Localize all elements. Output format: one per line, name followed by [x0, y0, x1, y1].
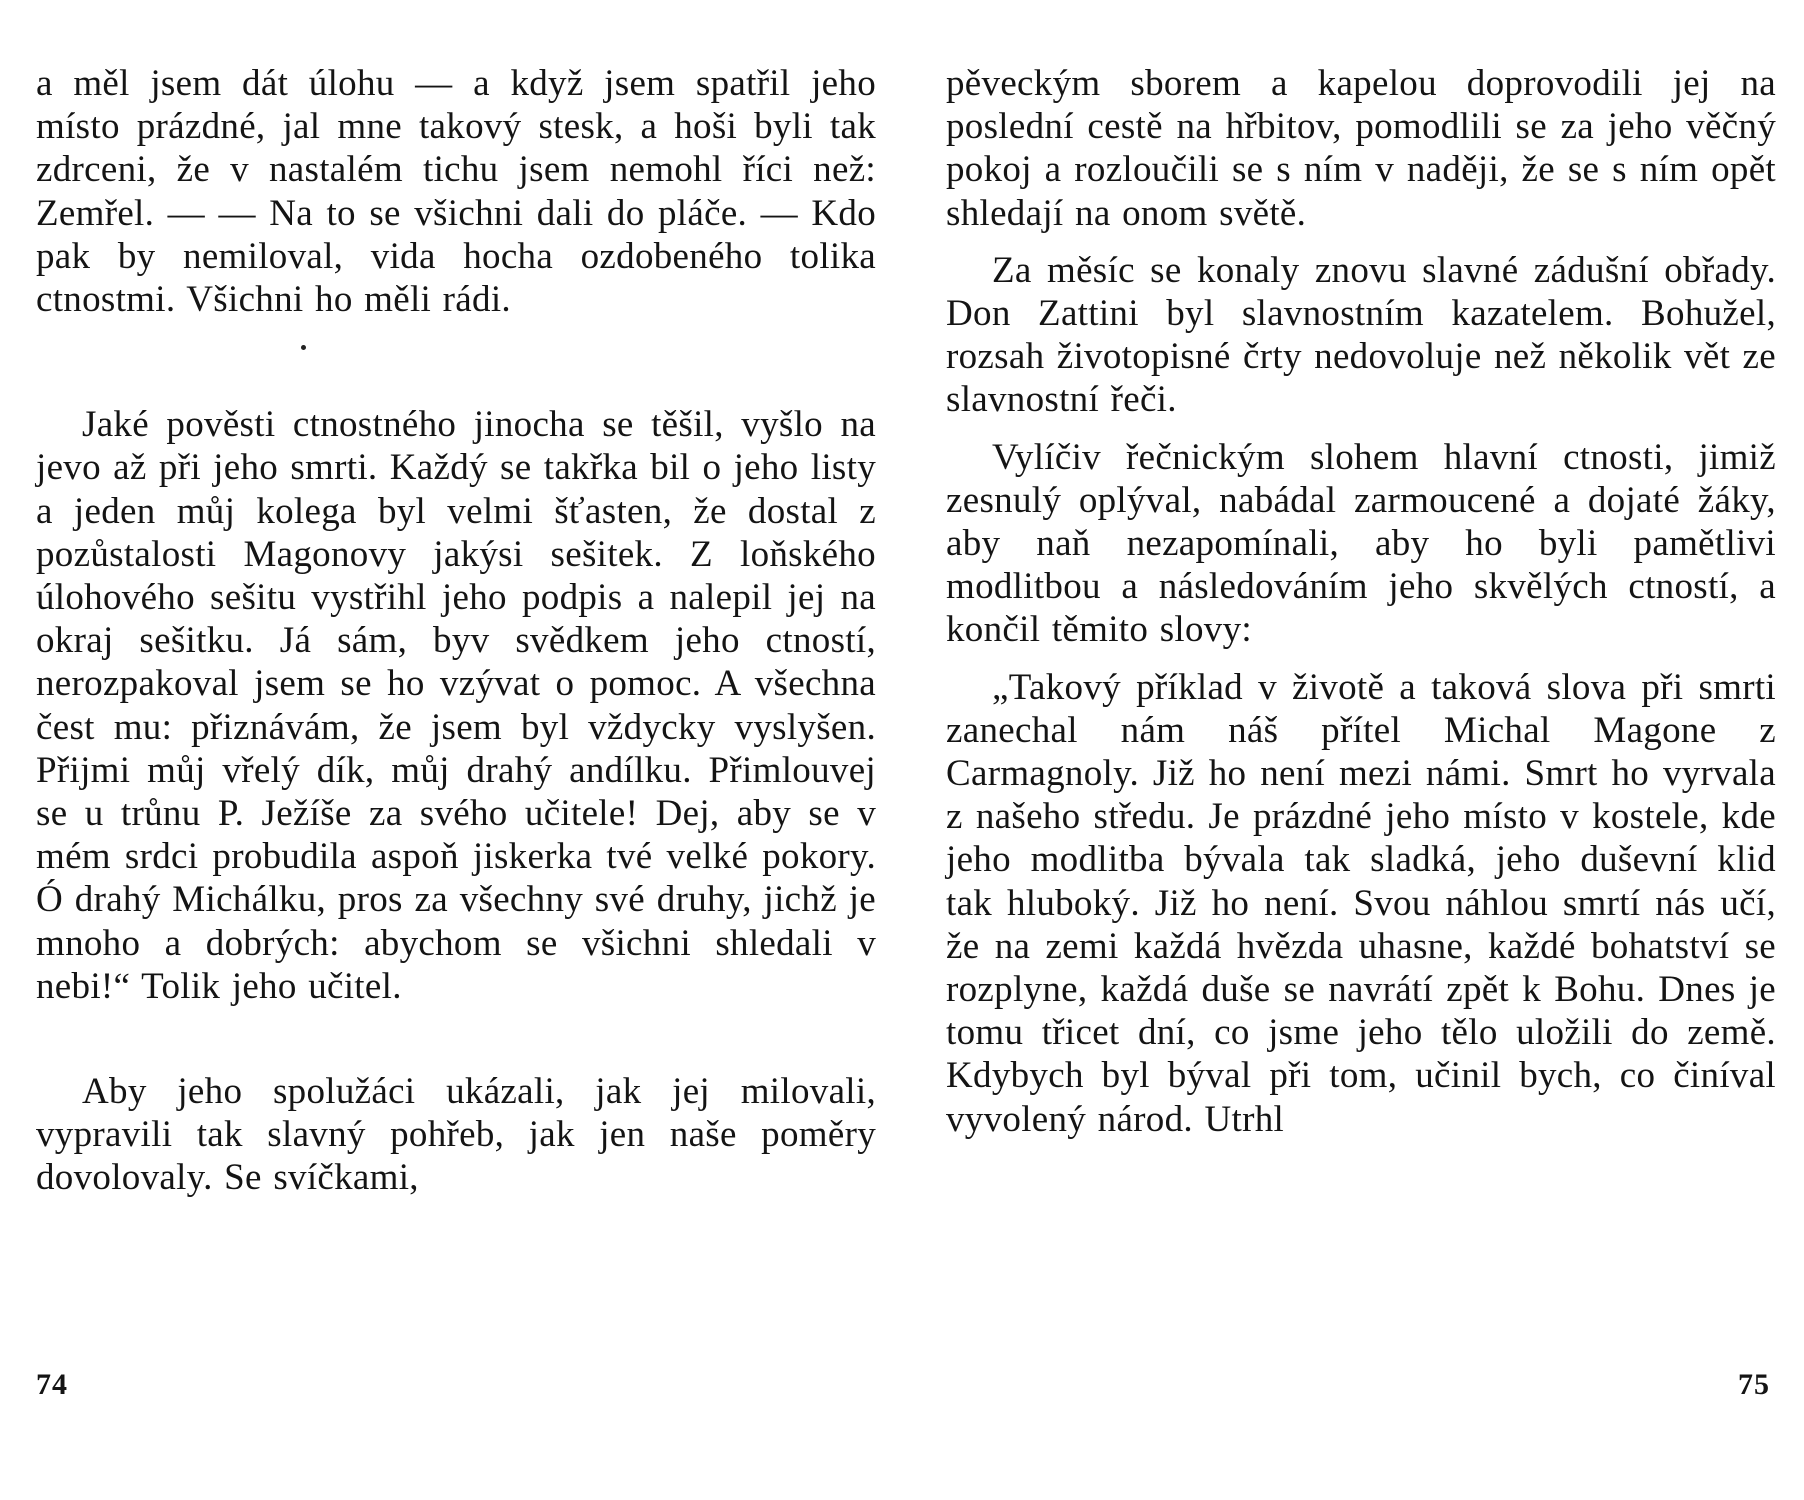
right-page-number: 75 [1738, 1368, 1770, 1401]
right-paragraph-3: Vylíčiv řečnickým slohem hlavní ctnosti, jimiž zesnulý oplýval, nabádal zarmoucené a dojaté žáky, aby naň nezapomínali, aby ho byli pamětlivi modlitbou a následováním jeho skvělých ctností, a končil těmito slovy: [946, 436, 1776, 651]
left-paragraph-3: Aby jeho spolužáci ukázali, jak jej milovali, vypravili tak slavný pohřeb, jak jen naše poměry dovolovaly. Se svíčkami, [36, 1071, 876, 1199]
right-paragraph-4: „Takový příklad v životě a taková slova při smrti zanechal nám náš přítel Michal Magone z Carmagnoly. Již ho není mezi námi. Smrt ho vyrvala z našeho středu. Je prázdné jeho místo v kostele, kde jeho modlitba bývala tak sladká, jeho duševní klid tak hluboký. Již ho není. Svou náhlou smrtí nás učí, že na zemi každá hvězda uhasne, každé bohatství se rozplyne, každá duše se navrátí zpět k Bohu. Dnes je tomu třicet dní, co jsme jeho tělo uložili do země. Kdybych byl býval při tom, učinil bych, co činíval vyvolený národ. Utrhl [946, 666, 1776, 1140]
left-text-column [36, 62, 876, 1200]
left-page [36, 62, 876, 1442]
left-paragraph-2: Jaké pověsti ctnostného jinocha se těšil, vyšlo na jevo až při jeho smrti. Každý se takřka bil o jeho listy a jeden můj kolega byl velmi šťasten, že dostal z pozůstalosti Magonovy jakýsi sešitek. Z loňského úlohového sešitu vystřihl jeho podpis a nalepil jej na okraj sešitku. Já sám, byv svědkem jeho ctností, nerozpakoval jsem se ho vzývat o pomoc. A všechna čest mu: přiznávám, že jsem byl vždycky vyslyšen. Přijmi můj vřelý dík, můj drahý andílku. Přimlouvej se u trůnu P. Ježíše za svého učitele! Dej, aby se v mém srdci probudila aspoň jiskerka tvé velké pokory. Ó drahý Michálku, pros za všechny své druhy, jichž je mnoho a dobrých: abychom se všichni shledali v nebi!“ Tolik jeho učitel. [36, 404, 876, 1007]
right-paragraph-2: Za měsíc se konaly znovu slavné zádušní obřady. Don Zattini byl slavnostním kazatelem. Bohužel, rozsah životopisné črty nedovoluje než několik vět ze slavnostní řeči. [946, 249, 1776, 421]
right-text-column [946, 62, 1776, 1141]
right-paragraph-1: pěveckým sborem a kapelou doprovodili jej na poslední cestě na hřbitov, pomodlili se za jeho věčný pokoj a rozloučili se s ním v naději, že se s ním opět shledají na onom světě. [946, 63, 1776, 234]
right-page [946, 62, 1776, 1442]
separator-dot [301, 345, 306, 350]
left-paragraph-1: a měl jsem dát úlohu — a když jsem spatřil jeho místo prázdné, jal mne takový stesk, a hoši byli tak zdrceni, že v nastalém tichu jsem nemohl říci než: Zemřel. — — Na to se všichni dali do pláče. — Kdo pak by nemiloval, vida hocha ozdobeného tolika ctnostmi. Všichni ho měli rádi. [36, 63, 876, 321]
left-page-number: 74 [36, 1368, 68, 1401]
